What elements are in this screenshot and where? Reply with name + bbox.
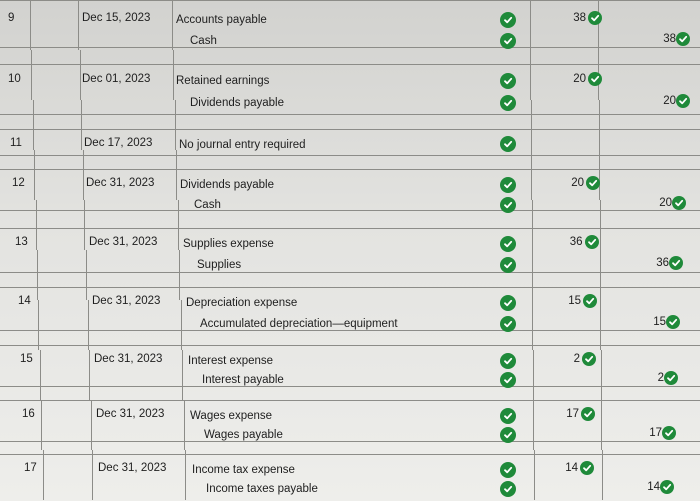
column-divider bbox=[181, 300, 182, 350]
check-circle-icon bbox=[583, 294, 597, 308]
column-divider bbox=[532, 250, 533, 300]
check-circle-icon bbox=[500, 73, 516, 89]
credit-amount: 15 bbox=[653, 316, 666, 328]
column-divider bbox=[599, 100, 600, 150]
debit-amount: 17 bbox=[566, 408, 579, 420]
column-divider bbox=[175, 100, 176, 150]
no-entry-label: No journal entry required bbox=[179, 139, 306, 151]
credit-amount: 20 bbox=[663, 95, 676, 107]
credit-account: Supplies bbox=[197, 259, 242, 271]
credit-amount: 14 bbox=[647, 481, 660, 493]
debit-account: Supplies expense bbox=[183, 238, 274, 250]
credit-amount: 17 bbox=[649, 427, 662, 439]
check-circle-icon bbox=[585, 235, 599, 249]
check-circle-icon bbox=[676, 32, 690, 46]
check-circle-icon bbox=[662, 426, 676, 440]
credit-account: Dividends payable bbox=[190, 97, 284, 109]
debit-amount: 15 bbox=[568, 295, 581, 307]
credit-amount: 20 bbox=[659, 197, 672, 209]
check-circle-icon bbox=[660, 480, 674, 494]
entry-number: 14 bbox=[18, 295, 31, 307]
check-circle-icon bbox=[580, 461, 594, 475]
column-divider bbox=[533, 400, 534, 450]
entry-number: 9 bbox=[8, 12, 15, 24]
column-divider bbox=[176, 150, 177, 200]
column-divider bbox=[86, 250, 87, 300]
column-divider bbox=[184, 400, 185, 450]
check-circle-icon bbox=[500, 316, 516, 332]
row-divider bbox=[0, 400, 700, 401]
row-divider bbox=[0, 287, 700, 288]
credit-account: Income taxes payable bbox=[206, 483, 318, 495]
column-divider bbox=[600, 200, 601, 250]
check-circle-icon bbox=[586, 176, 600, 190]
debit-account: Depreciation expense bbox=[186, 297, 298, 309]
entry-number: 17 bbox=[24, 462, 37, 474]
row-divider bbox=[0, 454, 700, 455]
column-divider bbox=[43, 450, 44, 500]
entry-date: Dec 17, 2023 bbox=[84, 137, 153, 149]
column-divider bbox=[89, 350, 90, 400]
debit-account: Income tax expense bbox=[192, 464, 295, 476]
row-divider bbox=[0, 114, 700, 115]
check-circle-icon bbox=[582, 352, 596, 366]
column-divider bbox=[598, 0, 599, 50]
debit-amount: 14 bbox=[565, 462, 578, 474]
column-divider bbox=[37, 250, 38, 300]
debit-amount: 2 bbox=[573, 353, 580, 365]
column-divider bbox=[601, 400, 602, 450]
column-divider bbox=[534, 450, 535, 500]
row-divider bbox=[0, 345, 700, 346]
check-circle-icon bbox=[666, 315, 680, 329]
credit-account: Cash bbox=[190, 35, 217, 47]
column-divider bbox=[34, 150, 35, 200]
column-divider bbox=[81, 100, 82, 150]
column-divider bbox=[530, 50, 531, 100]
check-circle-icon bbox=[669, 256, 683, 270]
check-circle-icon bbox=[500, 257, 516, 273]
check-circle-icon bbox=[500, 12, 516, 28]
column-divider bbox=[179, 250, 180, 300]
debit-account: Interest expense bbox=[188, 355, 274, 367]
check-circle-icon bbox=[500, 177, 516, 193]
credit-account: Cash bbox=[194, 199, 221, 211]
column-divider bbox=[532, 300, 533, 350]
entry-number: 16 bbox=[22, 408, 35, 420]
column-divider bbox=[92, 450, 93, 500]
row-divider bbox=[0, 386, 700, 387]
column-divider bbox=[533, 350, 534, 400]
row-divider bbox=[0, 64, 700, 65]
check-circle-icon bbox=[500, 295, 516, 311]
column-divider bbox=[602, 450, 603, 500]
debit-amount: 20 bbox=[571, 177, 584, 189]
entry-date: Dec 31, 2023 bbox=[89, 236, 158, 248]
debit-account: Dividends payable bbox=[180, 179, 274, 191]
debit-account: Accounts payable bbox=[176, 14, 267, 26]
debit-amount: 36 bbox=[569, 236, 583, 248]
column-divider bbox=[172, 0, 173, 50]
column-divider bbox=[182, 350, 183, 400]
entry-date: Dec 15, 2023 bbox=[82, 12, 151, 24]
check-circle-icon bbox=[500, 372, 516, 388]
row-divider bbox=[0, 155, 700, 156]
entry-date: Dec 31, 2023 bbox=[94, 353, 163, 365]
entry-date: Dec 31, 2023 bbox=[92, 295, 161, 307]
credit-amount: 36 bbox=[656, 257, 669, 269]
debit-account: Retained earnings bbox=[176, 75, 270, 87]
column-divider bbox=[600, 250, 601, 300]
credit-amount: 2 bbox=[657, 372, 664, 384]
check-circle-icon bbox=[500, 353, 516, 369]
column-divider bbox=[88, 300, 89, 350]
check-circle-icon bbox=[664, 371, 678, 385]
debit-amount: 38 bbox=[573, 12, 586, 24]
entry-number: 11 bbox=[10, 137, 22, 149]
row-divider bbox=[0, 210, 700, 211]
row-divider bbox=[0, 169, 700, 170]
check-circle-icon bbox=[588, 11, 602, 25]
column-divider bbox=[601, 350, 602, 400]
check-circle-icon bbox=[581, 407, 595, 421]
column-divider bbox=[531, 100, 532, 150]
row-divider bbox=[0, 129, 700, 130]
credit-account: Interest payable bbox=[202, 374, 284, 386]
credit-account: Wages payable bbox=[204, 429, 283, 441]
entry-number: 12 bbox=[12, 177, 25, 189]
check-circle-icon bbox=[500, 95, 516, 111]
column-divider bbox=[178, 200, 179, 250]
row-divider bbox=[0, 272, 700, 273]
row-divider bbox=[0, 0, 700, 1]
entry-number: 10 bbox=[8, 73, 21, 85]
check-circle-icon bbox=[676, 94, 690, 108]
check-circle-icon bbox=[500, 427, 516, 443]
entry-number: 15 bbox=[20, 353, 33, 365]
check-circle-icon bbox=[500, 481, 516, 497]
column-divider bbox=[532, 200, 533, 250]
row-divider bbox=[0, 441, 700, 442]
check-circle-icon bbox=[500, 408, 516, 424]
credit-amount: 38 bbox=[663, 33, 676, 45]
column-divider bbox=[30, 0, 31, 50]
check-circle-icon bbox=[500, 33, 516, 49]
entry-number: 13 bbox=[15, 236, 28, 248]
check-circle-icon bbox=[672, 196, 686, 210]
row-divider bbox=[0, 228, 700, 229]
entry-date: Dec 31, 2023 bbox=[96, 408, 165, 420]
debit-account: Wages expense bbox=[190, 410, 273, 422]
credit-account: Accumulated depreciation—equipment bbox=[200, 318, 398, 330]
column-divider bbox=[78, 0, 79, 50]
column-divider bbox=[185, 450, 186, 500]
column-divider bbox=[84, 200, 85, 250]
column-divider bbox=[530, 0, 531, 50]
column-divider bbox=[91, 400, 92, 450]
check-circle-icon bbox=[500, 462, 516, 478]
column-divider bbox=[80, 50, 81, 100]
column-divider bbox=[531, 150, 532, 200]
check-circle-icon bbox=[588, 72, 602, 86]
debit-amount: 20 bbox=[573, 73, 586, 85]
entry-date: Dec 31, 2023 bbox=[98, 462, 167, 474]
row-divider bbox=[0, 47, 700, 48]
check-circle-icon bbox=[500, 197, 516, 213]
check-circle-icon bbox=[500, 236, 516, 252]
column-divider bbox=[600, 300, 601, 350]
column-divider bbox=[83, 150, 84, 200]
entry-date: Dec 01, 2023 bbox=[82, 73, 151, 85]
column-divider bbox=[173, 50, 174, 100]
check-circle-icon bbox=[500, 136, 516, 152]
column-divider bbox=[599, 150, 600, 200]
entry-date: Dec 31, 2023 bbox=[86, 177, 155, 189]
